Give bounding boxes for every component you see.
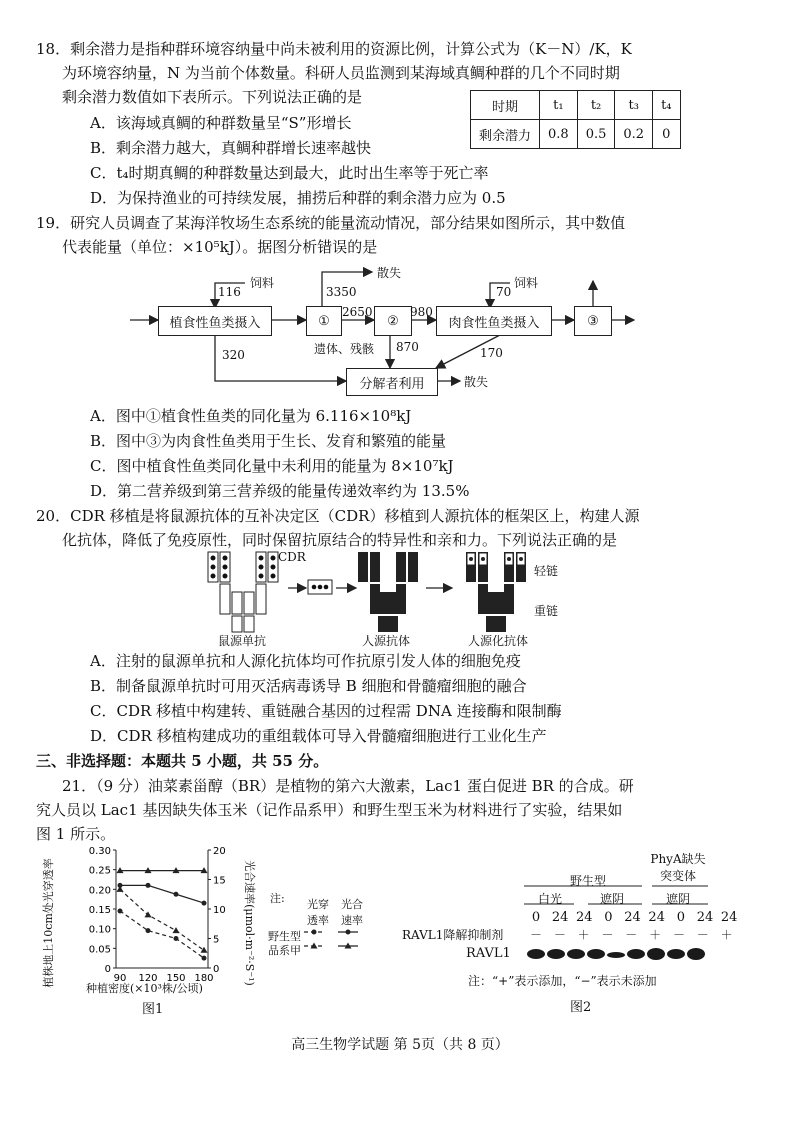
fig1-xlabel: 种植密度(×10³株/公顷): [86, 982, 203, 995]
time: 0: [531, 910, 541, 925]
sign: －: [601, 928, 614, 942]
fig2-sub-shade1: 遮阴: [600, 892, 625, 906]
energy-flow-diagram: [0, 0, 800, 410]
remains-label: 遗体、残骸: [314, 342, 375, 356]
sign: －: [553, 928, 566, 942]
series-line: [120, 911, 204, 958]
q18-stem-line2: 为环境容纳量，N 为当前个体数量。科研人员监测到某海域真鲷种群的几个不同时期: [62, 64, 620, 82]
loss-label-1: 散失: [377, 266, 402, 280]
q19-stem-line2: 代表能量（单位：×10⁵kJ）。据图分析错误的是: [62, 238, 378, 256]
fig2-caption: 图2: [570, 1000, 592, 1015]
fig1-ylabel-right: 光合速率(μmol·m⁻²·S⁻¹): [243, 860, 256, 986]
q20-option-d: D．CDR 移植构建成功的重组载体可导入骨髓瘤细胞进行工业化生产: [90, 727, 547, 745]
section-3-heading: 三、非选择题：本题共 5 小题，共 55 分。: [36, 752, 329, 770]
fig2-sub-white: 白光: [538, 892, 563, 906]
fig2-note: 注：“+”表示添加，“−”表示未添加: [468, 974, 657, 988]
fig1-legend-col2: 光合速率: [341, 898, 363, 927]
fig1-legend-row1: 野生型: [268, 930, 301, 943]
data-point: [202, 901, 207, 906]
time: 24: [720, 910, 738, 925]
time: 0: [604, 910, 613, 925]
q20-option-b: B．制备鼠源单抗时可用灭活病毒诱导 B 细胞和骨髓瘤细胞的融合: [90, 677, 527, 695]
q18-option-c: C．t₄时期真鲷的种群数量达到最大，此时出生率等于死亡率: [90, 164, 489, 182]
cell: t₄: [653, 91, 680, 120]
cell: 剩余潜力: [471, 120, 540, 149]
fig2-blot-label: RAVL1: [466, 946, 511, 961]
q19-stem-line1: 19．研究人员调查了某海洋牧场生态系统的能量流动情况，部分结果如图所示，其中数值: [36, 214, 626, 232]
value-116: 116: [218, 285, 241, 299]
cell: 0.8: [540, 120, 578, 149]
q20-stem-line2: 化抗体，降低了免疫原性，同时保留抗原结合的特异性和亲和力。下列说法正确的是: [62, 531, 618, 549]
y-right-tick-label: 15: [213, 875, 226, 887]
sign: －: [529, 928, 542, 942]
cdr-label: CDR: [278, 550, 306, 564]
q19-option-d: D．第二营养级到第三营养级的能量传递效率约为 13.5%: [90, 482, 470, 500]
y-tick-label: 0.25: [88, 865, 111, 877]
fig1-caption: 图1: [142, 1002, 164, 1017]
sign: －: [696, 928, 709, 942]
fig1-note: 注:: [270, 892, 285, 905]
y-right-tick-label: 0: [213, 964, 220, 975]
cell: 0.2: [615, 120, 653, 149]
time: 0: [676, 910, 685, 925]
western-blot-bands: [526, 944, 708, 964]
box-2: ②: [374, 306, 412, 336]
value-980: 980: [410, 305, 433, 319]
loss-label-2: 散失: [464, 375, 489, 389]
data-point: [174, 936, 179, 941]
human-antibody-label: 人源抗体: [362, 634, 411, 648]
fig2-times: [526, 910, 739, 925]
data-point: [174, 892, 179, 897]
y-right-tick-label: 10: [213, 905, 226, 916]
antibody-diagram: [190, 548, 590, 648]
x-tick-label: 90: [113, 973, 127, 984]
time: 24: [696, 910, 714, 925]
sign: －: [625, 928, 638, 942]
q18-stem-line3: 剩余潜力数值如下表所示。下列说法正确的是: [62, 88, 363, 106]
blot-svg: [526, 944, 708, 964]
time: 24: [576, 910, 593, 925]
data-point: [201, 947, 208, 953]
light-chain-label: 轻链: [534, 564, 559, 578]
data-point: [118, 883, 123, 888]
fig1-legend-col1: 光穿透率: [307, 898, 329, 927]
q20-stem-line1: 20．CDR 移植是将鼠源抗体的互补决定区（CDR）移植到人源抗体的框架区上，构建人源: [36, 507, 640, 525]
feed-label-2: 饲料: [514, 276, 539, 290]
fig2-sub-shade2: 遮阴: [666, 892, 691, 906]
fig2-signs: [526, 926, 737, 943]
sign: ＋: [577, 928, 590, 942]
time: 24: [551, 910, 569, 925]
decomposer-box: 分解者利用: [346, 368, 438, 396]
cell: t₃: [615, 91, 653, 120]
fig2-inhibitor-label: RAVL1降解抑制剂: [402, 928, 504, 942]
data-point: [202, 956, 207, 961]
q18-option-d: D．为保持渔业的可持续发展，捕捞后种群的剩余潜力应为 0.5: [90, 189, 506, 207]
y-tick-label: 0.15: [88, 905, 111, 916]
data-point: [146, 928, 151, 933]
y-tick-label: 0.20: [88, 885, 111, 897]
q18-option-b: B．剩余潜力越大，真鲷种群增长速率越快: [90, 139, 372, 157]
data-point: [146, 883, 151, 888]
y-right-tick-label: 5: [213, 934, 220, 946]
sign: ＋: [720, 928, 733, 942]
q21-stem-line3: 图 1 所示。: [36, 825, 116, 843]
q18-stem-line1: 18．剩余潜力是指种群环境容纳量中尚未被利用的资源比例，计算公式为（K－N）/K，K: [36, 40, 632, 58]
cell: t₂: [577, 91, 615, 120]
y-tick-label: 0: [104, 964, 111, 975]
q19-option-c: C．图中植食性鱼类同化量中未利用的能量为 8×10⁷kJ: [90, 457, 454, 475]
box-1: ①: [306, 306, 342, 336]
q20-option-a: A．注射的鼠源单抗和人源化抗体均可作抗原引发人体的细胞免疫: [90, 652, 521, 670]
q21-stem-line2: 究人员以 Lac1 基因缺失体玉米（记作品系甲）和野生型玉米为材料进行了实验，结果如: [36, 801, 623, 819]
value-170: 170: [480, 346, 503, 360]
y-tick-label: 0.05: [88, 944, 111, 956]
x-tick-label: 180: [194, 973, 214, 984]
y-tick-label: 0.30: [88, 846, 111, 857]
q19-option-a: A．图中①植食性鱼类的同化量为 6.116×10⁸kJ: [90, 407, 412, 425]
value-2650: 2650: [342, 305, 373, 319]
fig1-ylabel-left: 植株地上10cm处光穿透率: [42, 858, 55, 988]
data-point: [145, 911, 152, 917]
value-3350: 3350: [326, 285, 357, 299]
q21-stem-line1: 21．（9 分）油菜素甾醇（BR）是植物的第六大激素，Lac1 蛋白促进 BR 的合成。研: [62, 777, 634, 795]
x-tick-label: 150: [166, 973, 186, 984]
cell: 0.5: [577, 120, 615, 149]
cell: t₁: [540, 91, 578, 120]
feed-label-1: 饲料: [250, 276, 275, 290]
value-320: 320: [222, 348, 245, 362]
fig1-legend-row2: 品系甲: [268, 944, 301, 957]
data-point: [173, 927, 180, 933]
fig2-header-mutant: PhyA缺失突变体: [650, 852, 706, 883]
time: 24: [648, 910, 665, 925]
y-right-tick-label: 20: [213, 846, 226, 857]
figure-2: [398, 850, 768, 1030]
page-footer: 高三生物学试题 第 5页（共 8 页）: [291, 1037, 509, 1053]
box-3: ③: [574, 306, 612, 336]
figure-1: [36, 840, 456, 1030]
q19-option-b: B．图中③为肉食性鱼类用于生长、发育和繁殖的能量: [90, 432, 447, 450]
value-870: 870: [396, 340, 419, 354]
heavy-chain-label: 重链: [534, 604, 559, 618]
cell: 时期: [471, 91, 540, 120]
sign: ＋: [649, 928, 662, 942]
cell: 0: [653, 120, 680, 149]
data-point: [118, 908, 123, 913]
q20-option-c: C．CDR 移植中构建转、重链融合基因的过程需 DNA 连接酶和限制酶: [90, 702, 562, 720]
y-tick-label: 0.10: [88, 924, 111, 936]
fig2-header-wild: 野生型: [570, 874, 607, 888]
time: 24: [624, 910, 641, 925]
legend-marker: [312, 930, 317, 935]
x-tick-label: 120: [138, 973, 158, 984]
q18-option-a: A．该海域真鲷的种群数量呈“S”形增长: [90, 114, 352, 132]
sign: －: [672, 928, 685, 942]
humanized-antibody-label: 人源化抗体: [468, 634, 529, 648]
legend-marker: [346, 930, 351, 935]
carnivore-intake-box: 肉食性鱼类摄入: [436, 306, 552, 336]
value-70: 70: [496, 285, 512, 299]
herbivore-intake-box: 植食性鱼类摄入: [158, 306, 272, 336]
mouse-antibody-label: 鼠源单抗: [218, 634, 267, 648]
